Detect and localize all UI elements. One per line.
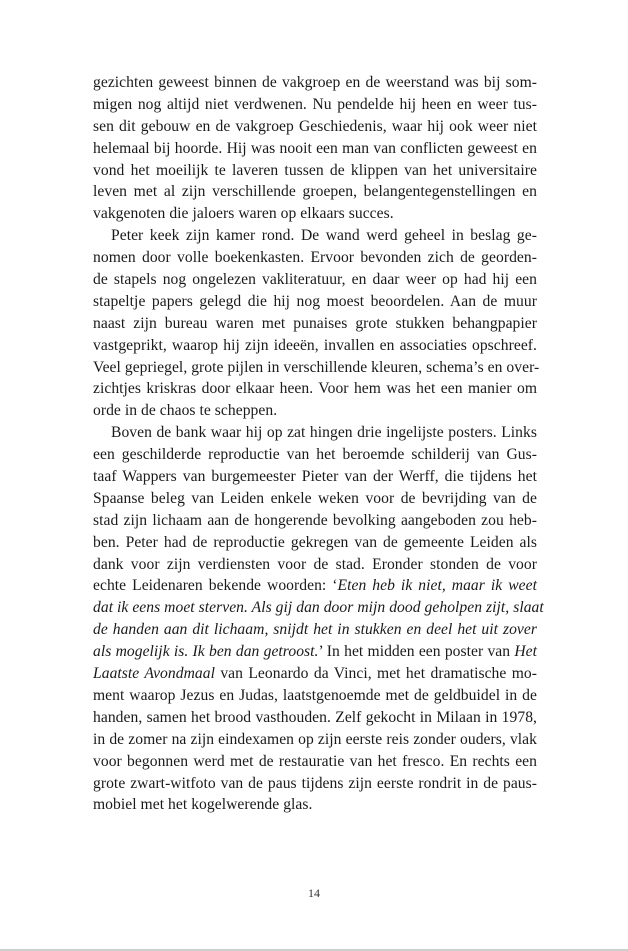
text-run: zichtjes kriskras door elkaar heen. Voor hem was het een manier om	[93, 380, 537, 398]
text-line	[93, 335, 537, 357]
text-line	[93, 181, 537, 203]
text-line	[93, 116, 537, 138]
text-run: Spaanse beleg van Leiden enkele weken voor de bevrijding van de	[93, 489, 537, 507]
text-run: ment waarop Jezus en Judas, laatstgenoemde met de geldbuidel in de	[93, 686, 537, 704]
text-run: ben. Peter had de reproductie gekregen van de gemeente Leiden als	[93, 533, 537, 551]
text-line	[93, 400, 537, 422]
text-line	[93, 94, 537, 116]
text-line	[93, 773, 537, 795]
text-line	[93, 510, 537, 532]
text-line	[93, 729, 537, 751]
italic-text: Laatste Avondmaal	[93, 665, 215, 683]
text-run: gezichten geweest binnen de vakgroep en de weerstand was bij som-	[93, 74, 537, 91]
text-run: een geschilderde reproductie van het beroemde schilderij van Gus-	[93, 446, 537, 464]
text-line	[93, 751, 537, 773]
text-line	[93, 138, 537, 160]
text-line	[93, 532, 537, 554]
text-line	[93, 466, 537, 488]
text-line	[93, 619, 537, 641]
text-line	[93, 378, 537, 400]
text-line	[93, 663, 537, 685]
text-run: vastgeprikt, waarop hij zijn ideeën, invallen en associaties opschreef.	[93, 336, 537, 354]
italic-text: de handen aan dit lichaam, snijdt het in stukken en deel het uit zover	[93, 621, 537, 639]
text-run: orde in de chaos te scheppen.	[93, 402, 278, 420]
text-run: Peter keek zijn kamer rond. De wand werd geheel in beslag ge-	[111, 227, 537, 245]
text-line	[93, 707, 537, 729]
text-run: van Leonardo da Vinci, met het dramatische mo-	[214, 665, 537, 683]
text-run: naast zijn bureau waren met punaises grote stukken behangpapier	[93, 314, 537, 332]
text-line	[93, 794, 537, 816]
text-run: migen nog altijd niet verdwenen. Nu pendelde hij heen en weer tus-	[93, 95, 537, 113]
page-number: 14	[308, 886, 320, 900]
text-line	[93, 685, 537, 707]
text-run: handen, samen het brood vasthouden. Zelf gekocht in Milaan in 1978,	[93, 708, 537, 726]
text-run: leven met al zijn verschillende groepen, belangentegenstellingen en	[93, 183, 537, 201]
text-line	[93, 203, 537, 225]
paragraph	[93, 225, 540, 422]
italic-text: Eten heb ik niet, maar ik weet	[337, 577, 537, 595]
text-run: vond het moeilijk te laveren tussen de klippen van het universitaire	[93, 161, 537, 179]
text-run: grote zwart-witfoto van de paus tijdens zijn eerste rondrit in de paus-	[93, 774, 537, 792]
text-line	[93, 160, 537, 182]
text-line	[93, 247, 537, 269]
text-line	[93, 444, 537, 466]
text-line	[93, 575, 537, 597]
italic-text: dat ik eens moet sterven. Als gij dan door mijn dood geholpen zijt, slaat	[93, 599, 544, 617]
text-run: stad zijn lichaam aan de hongerende bevolking aangeboden zou heb-	[93, 511, 537, 529]
text-line	[93, 357, 540, 379]
text-line	[93, 269, 537, 291]
italic-text: Het	[514, 643, 537, 661]
text-line	[93, 291, 537, 313]
text-line	[93, 488, 537, 510]
body-text	[93, 72, 544, 816]
text-line	[93, 422, 537, 444]
text-run: Boven de bank waar hij op zat hingen drie ingelijste posters. Links	[111, 424, 537, 442]
text-line	[93, 554, 537, 576]
text-run: de stapels nog ongelezen vakliteratuur, en daar weer op had hij een	[93, 271, 537, 289]
text-line	[93, 225, 537, 247]
text-line	[93, 313, 537, 335]
text-run: in de zomer na zijn eindexamen op zijn eerste reis zonder ouders, vlak	[93, 730, 537, 748]
text-run: nomen door volle boekenkasten. Ervoor bevonden zich de georden-	[93, 249, 537, 267]
text-line	[93, 641, 537, 663]
text-line	[93, 72, 537, 94]
text-run: mobiel met het kogelwerende glas.	[93, 796, 313, 814]
paragraph	[93, 72, 537, 225]
text-run: sen dit gebouw en de vakgroep Geschiedenis, waar hij ook weer niet	[93, 117, 537, 135]
text-run: voor begonnen werd met de restauratie van het fresco. En rechts een	[93, 752, 537, 770]
text-run: echte Leidenaren bekende woorden: ‘	[93, 577, 338, 595]
text-run: stapeltje papers gelegd die hij nog moest beoordelen. Aan de muur	[93, 292, 537, 310]
text-run: Veel gepriegel, grote pijlen in verschillende kleuren, schema’s en over-	[93, 358, 540, 376]
text-run: vakgenoten die jaloers waren op elkaars succes.	[93, 205, 394, 223]
text-run: taaf Wappers van burgemeester Pieter van der Werff, die tijdens het	[93, 468, 537, 486]
text-run: ’ In het midden een poster van	[318, 643, 515, 661]
text-line	[93, 597, 544, 619]
italic-text: als mogelijk is. Ik ben dan getroost.	[93, 643, 319, 661]
text-run: dank voor zijn verdiensten voor de stad. Eronder stonden de voor	[93, 555, 537, 573]
paragraph	[93, 422, 544, 816]
text-run: helemaal bij hoorde. Hij was nooit een man van conflicten geweest en	[93, 139, 537, 157]
